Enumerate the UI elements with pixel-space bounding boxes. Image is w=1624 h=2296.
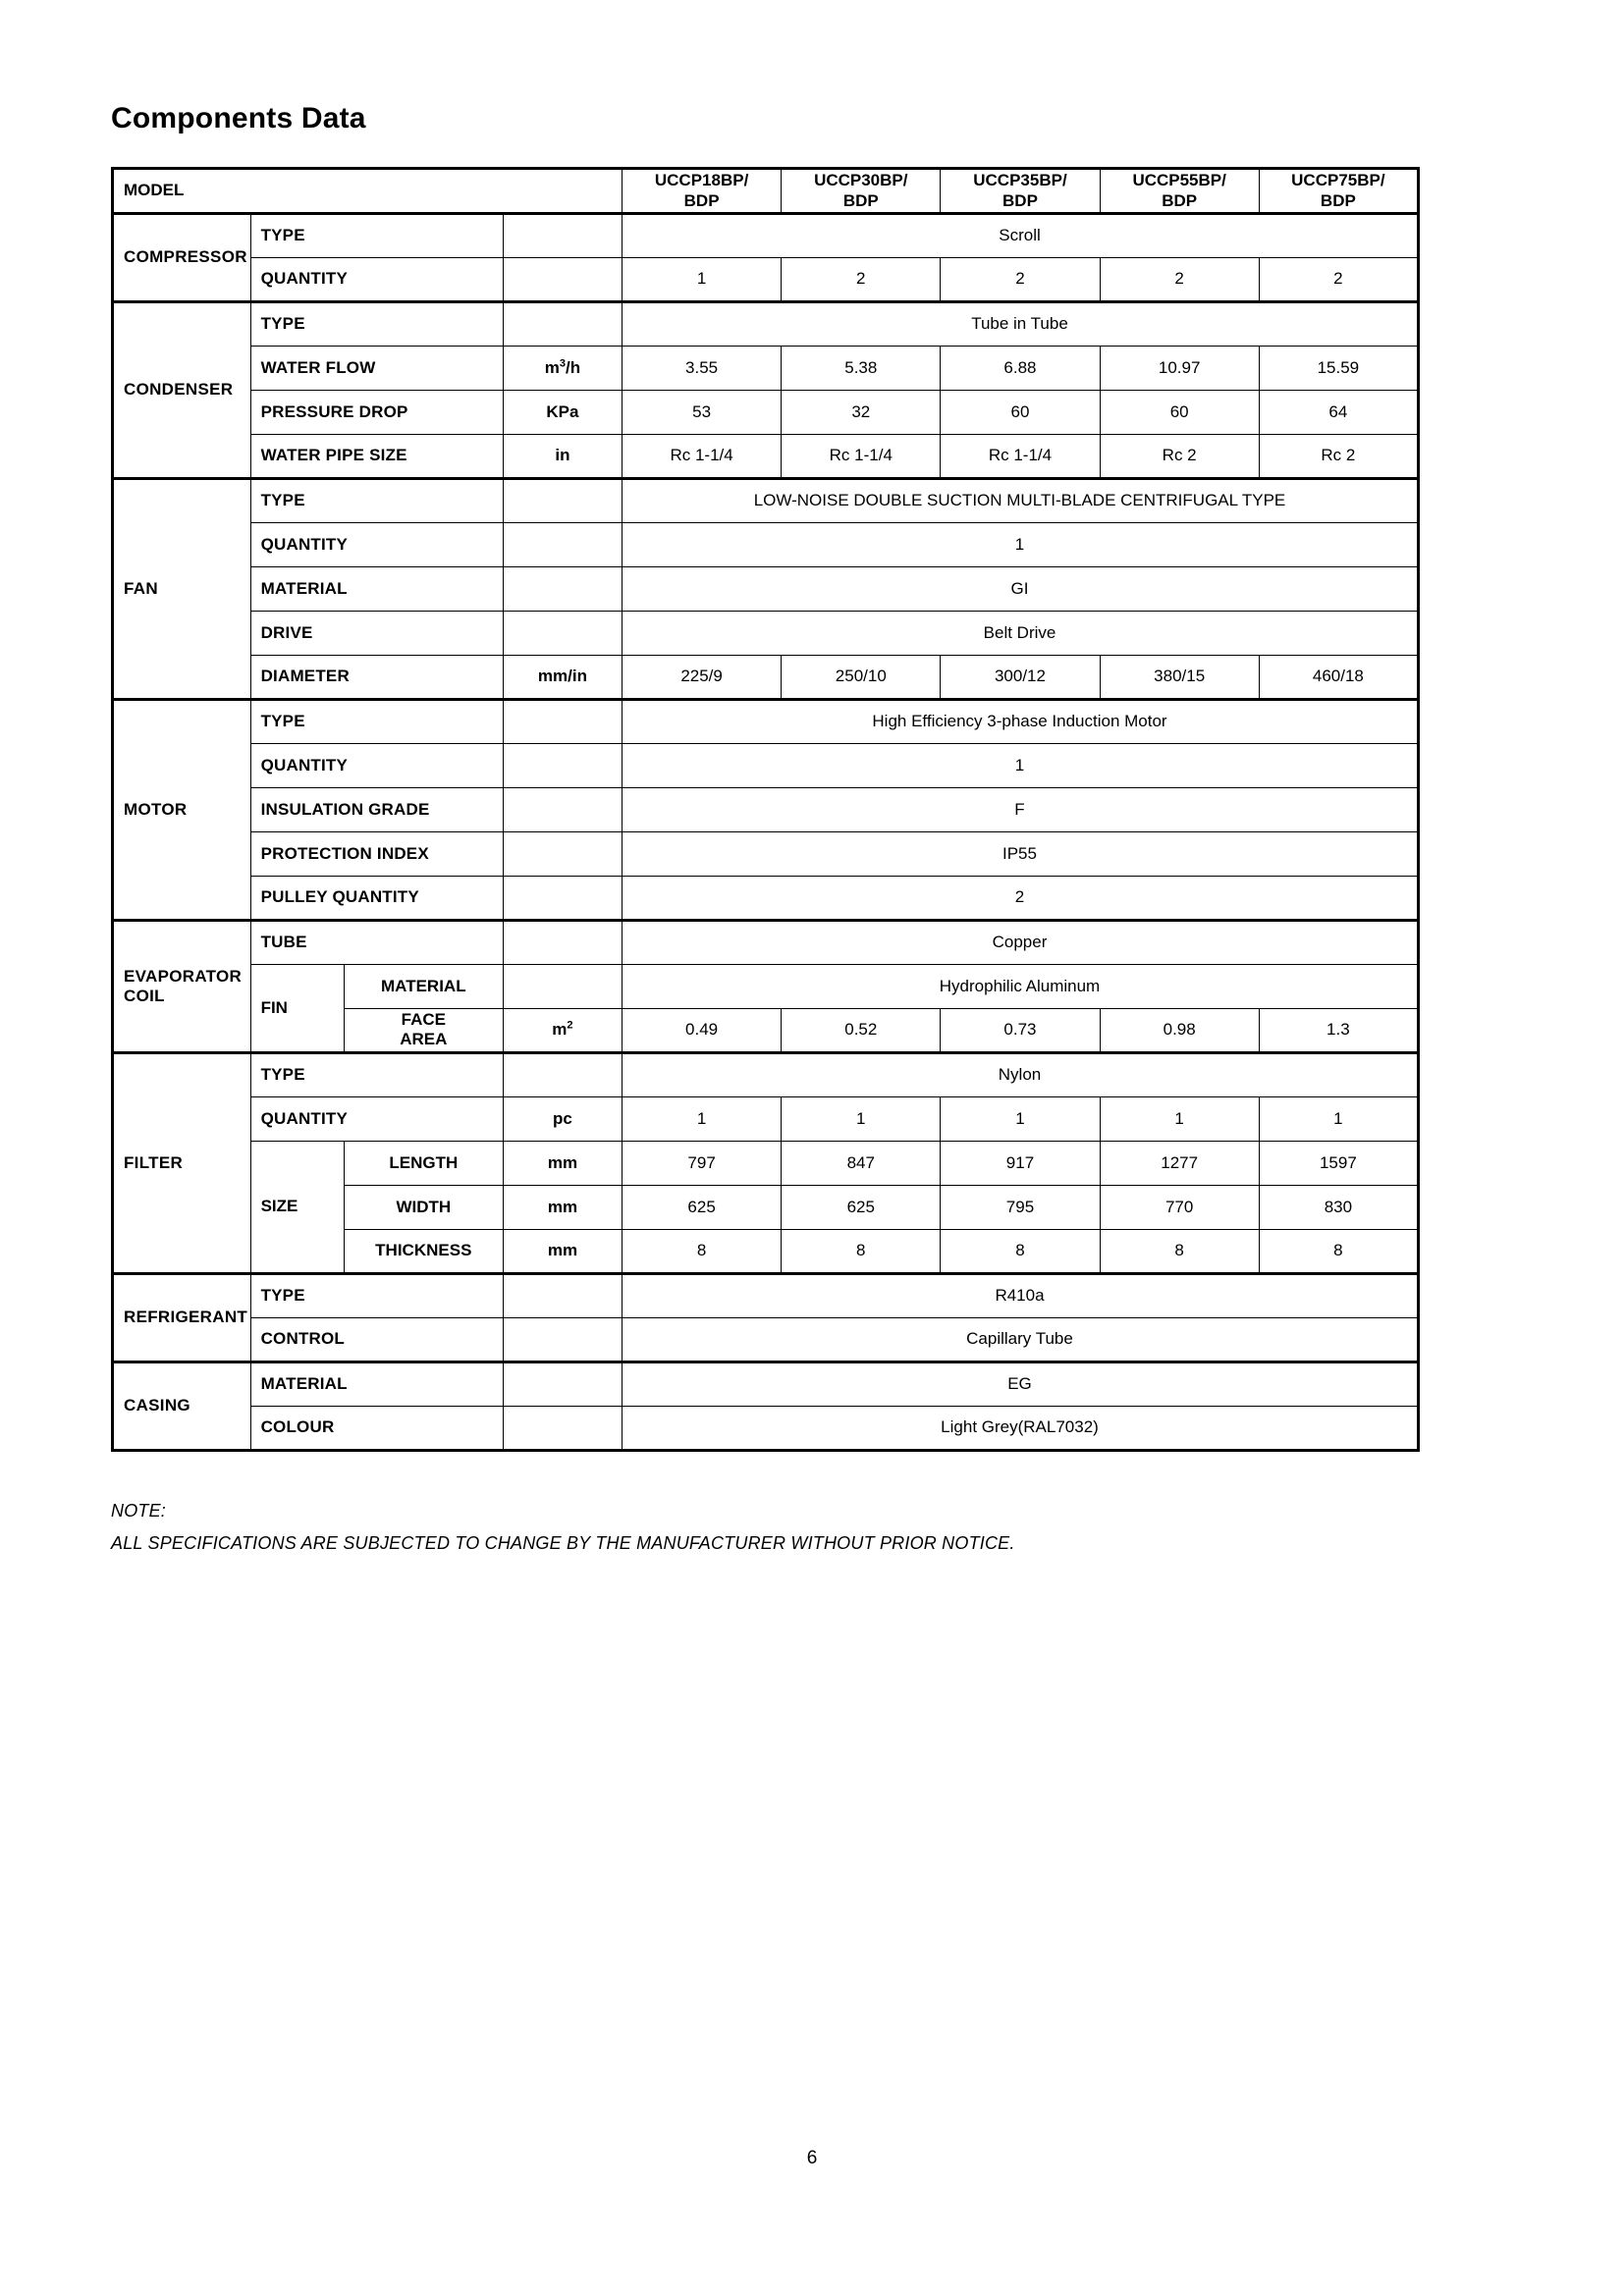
unit-label bbox=[503, 743, 622, 787]
section-label: FILTER bbox=[113, 1052, 251, 1273]
section-label: MOTOR bbox=[113, 699, 251, 920]
parameter-label: CONTROL bbox=[250, 1317, 503, 1362]
value-cell: 625 bbox=[782, 1185, 941, 1229]
section-label: COMPRESSOR bbox=[113, 213, 251, 301]
parameter-label: WATER PIPE SIZE bbox=[250, 434, 503, 478]
table-row bbox=[113, 1052, 1419, 1096]
value-cell: 1 bbox=[941, 1096, 1100, 1141]
merged-value: GI bbox=[623, 566, 1419, 611]
value-cell: 6.88 bbox=[941, 346, 1100, 390]
unit-label bbox=[503, 522, 622, 566]
unit-label: mm/in bbox=[503, 655, 622, 699]
table-row bbox=[113, 566, 1419, 611]
parameter-label: MATERIAL bbox=[344, 964, 503, 1008]
unit-label bbox=[503, 1406, 622, 1450]
table-row bbox=[113, 964, 1419, 1008]
parameter-label: DRIVE bbox=[250, 611, 503, 655]
unit-label bbox=[503, 257, 622, 301]
page-number: 6 bbox=[806, 2148, 818, 2168]
section-label: CONDENSER bbox=[113, 301, 251, 478]
table-row bbox=[113, 655, 1419, 699]
parameter-label: TYPE bbox=[250, 213, 503, 257]
parameter-label: COLOUR bbox=[250, 1406, 503, 1450]
value-cell: 53 bbox=[623, 390, 782, 434]
unit-label bbox=[503, 478, 622, 522]
model-column-header: UCCP18BP/ BDP bbox=[623, 169, 782, 214]
parameter-label: PULLEY QUANTITY bbox=[250, 876, 503, 920]
value-cell: Rc 1-1/4 bbox=[623, 434, 782, 478]
unit-label: mm bbox=[503, 1141, 622, 1185]
group-label: FIN bbox=[250, 964, 344, 1052]
parameter-label: LENGTH bbox=[344, 1141, 503, 1185]
table-row bbox=[113, 434, 1419, 478]
unit-label: mm bbox=[503, 1185, 622, 1229]
unit-label: $m^3/h$ bbox=[503, 346, 622, 390]
value-cell: 380/15 bbox=[1100, 655, 1259, 699]
value-cell: 460/18 bbox=[1259, 655, 1418, 699]
table-row bbox=[113, 1273, 1419, 1317]
unit-label: mm bbox=[503, 1229, 622, 1273]
value-cell: 1 bbox=[782, 1096, 941, 1141]
parameter-label: PROTECTION INDEX bbox=[250, 831, 503, 876]
value-cell: 1 bbox=[623, 257, 782, 301]
unit-label bbox=[503, 213, 622, 257]
value-cell: 1277 bbox=[1100, 1141, 1259, 1185]
unit-label: $m^2$ bbox=[503, 1008, 622, 1052]
table-row bbox=[113, 1362, 1419, 1406]
model-column-header: UCCP55BP/ BDP bbox=[1100, 169, 1259, 214]
unit-label bbox=[503, 301, 622, 346]
unit-label bbox=[503, 964, 622, 1008]
model-column-header: UCCP30BP/ BDP bbox=[782, 169, 941, 214]
value-cell: 0.98 bbox=[1100, 1008, 1259, 1052]
value-cell: 225/9 bbox=[623, 655, 782, 699]
value-cell: 2 bbox=[1100, 257, 1259, 301]
unit-label bbox=[503, 920, 622, 964]
merged-value: Copper bbox=[623, 920, 1419, 964]
value-cell: 770 bbox=[1100, 1185, 1259, 1229]
merged-value: R410a bbox=[623, 1273, 1419, 1317]
value-cell: 8 bbox=[941, 1229, 1100, 1273]
parameter-label: PRESSURE DROP bbox=[250, 390, 503, 434]
table-row bbox=[113, 301, 1419, 346]
merged-value: Hydrophilic Aluminum bbox=[623, 964, 1419, 1008]
table-row bbox=[113, 787, 1419, 831]
parameter-label: QUANTITY bbox=[250, 522, 503, 566]
value-cell: 64 bbox=[1259, 390, 1418, 434]
section-label: FAN bbox=[113, 478, 251, 699]
merged-value: Tube in Tube bbox=[623, 301, 1419, 346]
value-cell: 0.52 bbox=[782, 1008, 941, 1052]
merged-value: IP55 bbox=[623, 831, 1419, 876]
table-row bbox=[113, 1141, 1419, 1185]
components-data-table bbox=[111, 167, 1420, 1452]
merged-value: Light Grey(RAL7032) bbox=[623, 1406, 1419, 1450]
table-row bbox=[113, 1406, 1419, 1450]
value-cell: 32 bbox=[782, 390, 941, 434]
value-cell: 8 bbox=[623, 1229, 782, 1273]
value-cell: 0.73 bbox=[941, 1008, 1100, 1052]
merged-value: EG bbox=[623, 1362, 1419, 1406]
unit-label bbox=[503, 1362, 622, 1406]
note-text: ALL SPECIFICATIONS ARE SUBJECTED TO CHANGE BY THE MANUFACTURER WITHOUT PRIOR NOTICE. bbox=[111, 1532, 1015, 1553]
unit-label bbox=[503, 831, 622, 876]
value-cell: 797 bbox=[623, 1141, 782, 1185]
unit-label bbox=[503, 699, 622, 743]
parameter-label: MATERIAL bbox=[250, 566, 503, 611]
table-row bbox=[113, 213, 1419, 257]
table-row bbox=[113, 1096, 1419, 1141]
parameter-label: TYPE bbox=[250, 1273, 503, 1317]
merged-value: High Efficiency 3-phase Induction Motor bbox=[623, 699, 1419, 743]
merged-value: 2 bbox=[623, 876, 1419, 920]
parameter-label: THICKNESS bbox=[344, 1229, 503, 1273]
value-cell: 15.59 bbox=[1259, 346, 1418, 390]
group-label: SIZE bbox=[250, 1141, 344, 1273]
value-cell: 830 bbox=[1259, 1185, 1418, 1229]
value-cell: 250/10 bbox=[782, 655, 941, 699]
merged-value: Scroll bbox=[623, 213, 1419, 257]
parameter-label: MATERIAL bbox=[250, 1362, 503, 1406]
parameter-label: DIAMETER bbox=[250, 655, 503, 699]
value-cell: Rc 1-1/4 bbox=[782, 434, 941, 478]
note-block bbox=[111, 1495, 1530, 1561]
unit-label: in bbox=[503, 434, 622, 478]
merged-value: F bbox=[623, 787, 1419, 831]
value-cell: 2 bbox=[941, 257, 1100, 301]
value-cell: Rc 1-1/4 bbox=[941, 434, 1100, 478]
parameter-label: QUANTITY bbox=[250, 743, 503, 787]
value-cell: Rc 2 bbox=[1100, 434, 1259, 478]
model-row-label: MODEL bbox=[113, 169, 623, 214]
value-cell: 5.38 bbox=[782, 346, 941, 390]
value-cell: Rc 2 bbox=[1259, 434, 1418, 478]
parameter-label: QUANTITY bbox=[250, 1096, 503, 1141]
model-column-header: UCCP75BP/ BDP bbox=[1259, 169, 1418, 214]
value-cell: 60 bbox=[941, 390, 1100, 434]
value-cell: 1 bbox=[623, 1096, 782, 1141]
value-cell: 917 bbox=[941, 1141, 1100, 1185]
parameter-label: TYPE bbox=[250, 301, 503, 346]
table-row bbox=[113, 257, 1419, 301]
unit-label bbox=[503, 611, 622, 655]
parameter-label: INSULATION GRADE bbox=[250, 787, 503, 831]
section-label: CASING bbox=[113, 1362, 251, 1450]
value-cell: 625 bbox=[623, 1185, 782, 1229]
value-cell: 1 bbox=[1259, 1096, 1418, 1141]
parameter-label: TYPE bbox=[250, 1052, 503, 1096]
table-row bbox=[113, 699, 1419, 743]
parameter-label: TUBE bbox=[250, 920, 503, 964]
value-cell: 2 bbox=[782, 257, 941, 301]
unit-label bbox=[503, 1317, 622, 1362]
note-label: NOTE: bbox=[111, 1500, 167, 1521]
value-cell: 0.49 bbox=[623, 1008, 782, 1052]
table-row bbox=[113, 478, 1419, 522]
merged-value: Belt Drive bbox=[623, 611, 1419, 655]
table-row bbox=[113, 346, 1419, 390]
unit-label: KPa bbox=[503, 390, 622, 434]
page-title: Components Data bbox=[111, 102, 366, 134]
value-cell: 1 bbox=[1100, 1096, 1259, 1141]
value-cell: 3.55 bbox=[623, 346, 782, 390]
table-row bbox=[113, 522, 1419, 566]
model-column-header: UCCP35BP/ BDP bbox=[941, 169, 1100, 214]
merged-value: Capillary Tube bbox=[623, 1317, 1419, 1362]
unit-label bbox=[503, 566, 622, 611]
unit-label bbox=[503, 1273, 622, 1317]
value-cell: 8 bbox=[782, 1229, 941, 1273]
merged-value: LOW-NOISE DOUBLE SUCTION MULTI-BLADE CENTRIFUGAL TYPE bbox=[623, 478, 1419, 522]
table-row bbox=[113, 876, 1419, 920]
merged-value: 1 bbox=[623, 522, 1419, 566]
parameter-label: WATER FLOW bbox=[250, 346, 503, 390]
table-row bbox=[113, 920, 1419, 964]
parameter-label: WIDTH bbox=[344, 1185, 503, 1229]
value-cell: 795 bbox=[941, 1185, 1100, 1229]
value-cell: 8 bbox=[1259, 1229, 1418, 1273]
table-row bbox=[113, 390, 1419, 434]
parameter-label: TYPE bbox=[250, 699, 503, 743]
value-cell: 10.97 bbox=[1100, 346, 1259, 390]
unit-label bbox=[503, 876, 622, 920]
value-cell: 2 bbox=[1259, 257, 1418, 301]
value-cell: 8 bbox=[1100, 1229, 1259, 1273]
table-row bbox=[113, 1317, 1419, 1362]
value-cell: 60 bbox=[1100, 390, 1259, 434]
table-header-row bbox=[113, 169, 1419, 214]
unit-label bbox=[503, 787, 622, 831]
unit-label bbox=[503, 1052, 622, 1096]
merged-value: Nylon bbox=[623, 1052, 1419, 1096]
parameter-label: QUANTITY bbox=[250, 257, 503, 301]
table-row bbox=[113, 743, 1419, 787]
parameter-label: TYPE bbox=[250, 478, 503, 522]
parameter-label: FACE AREA bbox=[344, 1008, 503, 1052]
table-row bbox=[113, 831, 1419, 876]
value-cell: 1.3 bbox=[1259, 1008, 1418, 1052]
table-row bbox=[113, 611, 1419, 655]
section-label: REFRIGERANT bbox=[113, 1273, 251, 1362]
unit-label: pc bbox=[503, 1096, 622, 1141]
merged-value: 1 bbox=[623, 743, 1419, 787]
value-cell: 847 bbox=[782, 1141, 941, 1185]
value-cell: 300/12 bbox=[941, 655, 1100, 699]
value-cell: 1597 bbox=[1259, 1141, 1418, 1185]
section-label: EVAPORATOR COIL bbox=[113, 920, 251, 1052]
